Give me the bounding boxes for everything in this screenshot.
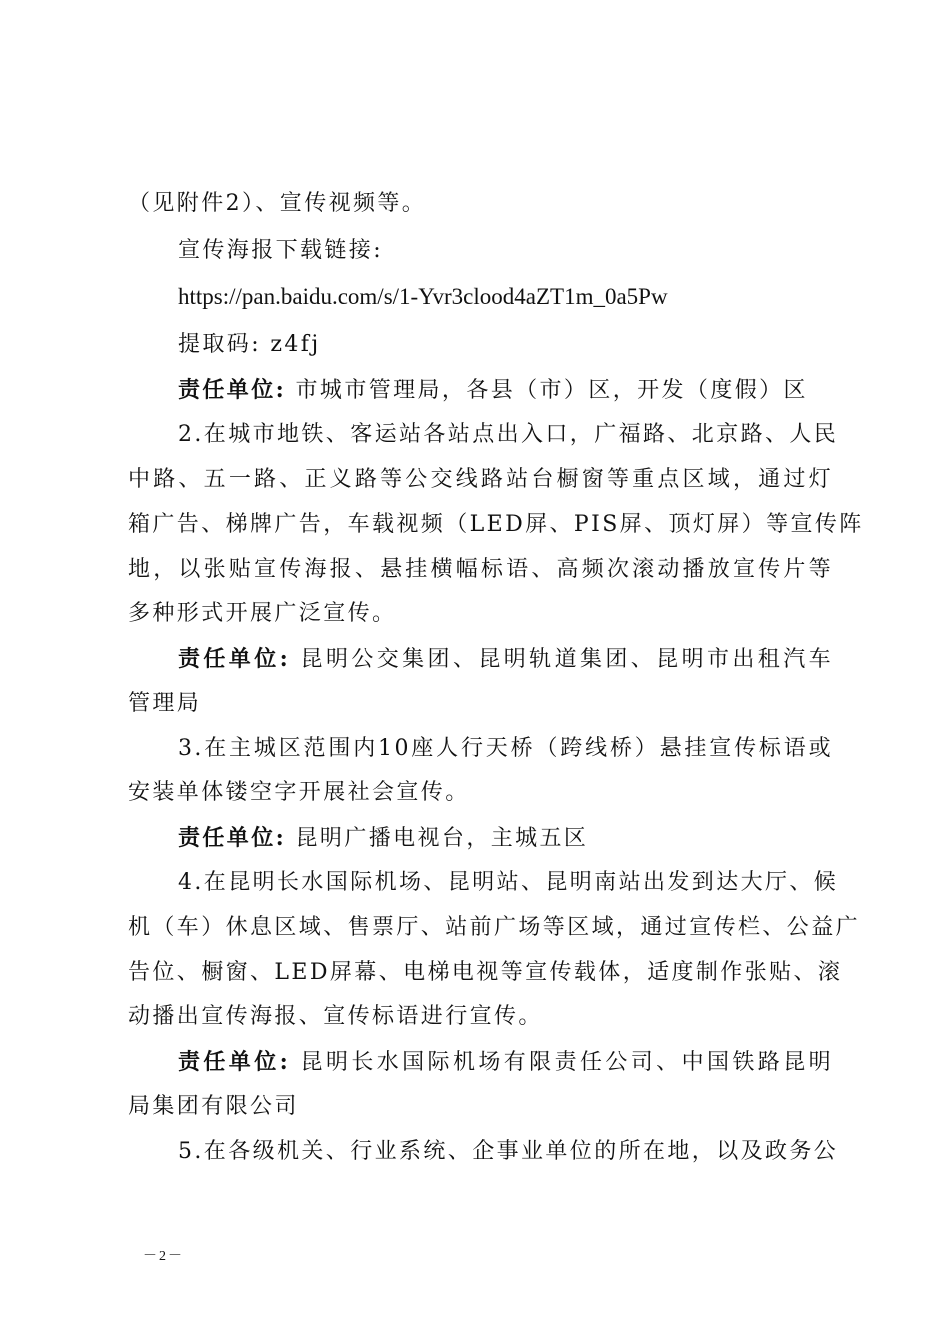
paragraph-line: 动播出宣传海报、宣传标语进行宣传。 bbox=[128, 1004, 543, 1029]
responsible-unit-text: 昆明广播电视台，主城五区 bbox=[295, 826, 589, 851]
paragraph-line: 5.在各级机关、行业系统、企事业单位的所在地，以及政务公 bbox=[178, 1139, 839, 1164]
responsible-unit-label: 责任单位: bbox=[178, 377, 287, 403]
paragraph-line: 箱广告、梯牌广告，车载视频（LED屏、PIS屏、顶灯屏）等宣传阵 bbox=[128, 512, 864, 537]
paragraph-line: 宣传海报下载链接: bbox=[178, 238, 384, 263]
extraction-code: 提取码: z4fj bbox=[178, 332, 321, 357]
paragraph-line: 多种形式开展广泛宣传。 bbox=[128, 601, 397, 626]
paragraph-line: 2.在城市地铁、客运站各站点出入口，广福路、北京路、人民 bbox=[178, 422, 839, 447]
paragraph-line: 3.在主城区范围内10座人行天桥（跨线桥）悬挂宣传标语或 bbox=[178, 736, 833, 761]
paragraph-line: 安装单体镂空字开展社会宣传。 bbox=[128, 780, 470, 805]
responsible-unit-text: 昆明公交集团、昆明轨道集团、昆明市出租汽车 bbox=[300, 647, 833, 672]
responsible-unit-label: 责任单位: bbox=[178, 646, 291, 672]
page-number: －2－ bbox=[143, 1249, 184, 1264]
paragraph-line: 机（车）休息区域、售票厅、站前广场等区域，通过宣传栏、公益广 bbox=[128, 915, 861, 940]
responsible-unit-line bbox=[178, 375, 833, 406]
download-link[interactable]: https://pan.baidu.com/s/1-Yvr3clood4aZT1m_0a5Pw bbox=[178, 284, 668, 309]
paragraph-line: 地，以张贴宣传海报、悬挂横幅标语、高频次滚动播放宣传片等 bbox=[128, 557, 833, 582]
paragraph-line: 告位、橱窗、LED屏幕、电梯电视等宣传载体，适度制作张贴、滚 bbox=[128, 960, 843, 985]
responsible-unit-line bbox=[178, 1047, 833, 1078]
responsible-unit-label: 责任单位: bbox=[178, 1049, 291, 1075]
paragraph-line: （见附件2）、宣传视频等。 bbox=[128, 191, 427, 216]
responsible-unit-label: 责任单位: bbox=[178, 825, 287, 851]
paragraph-line: 局集团有限公司 bbox=[128, 1094, 299, 1119]
paragraph-line: 管理局 bbox=[128, 691, 202, 716]
responsible-unit-line bbox=[178, 644, 833, 675]
responsible-unit-line bbox=[178, 823, 833, 854]
responsible-unit-text: 市城市管理局，各县（市）区，开发（度假）区 bbox=[295, 378, 808, 403]
paragraph-line: 中路、五一路、正义路等公交线路站台橱窗等重点区域，通过灯 bbox=[128, 467, 833, 492]
paragraph-line: 4.在昆明长水国际机场、昆明站、昆明南站出发到达大厅、候 bbox=[178, 870, 839, 895]
responsible-unit-text: 昆明长水国际机场有限责任公司、中国铁路昆明 bbox=[300, 1050, 833, 1075]
